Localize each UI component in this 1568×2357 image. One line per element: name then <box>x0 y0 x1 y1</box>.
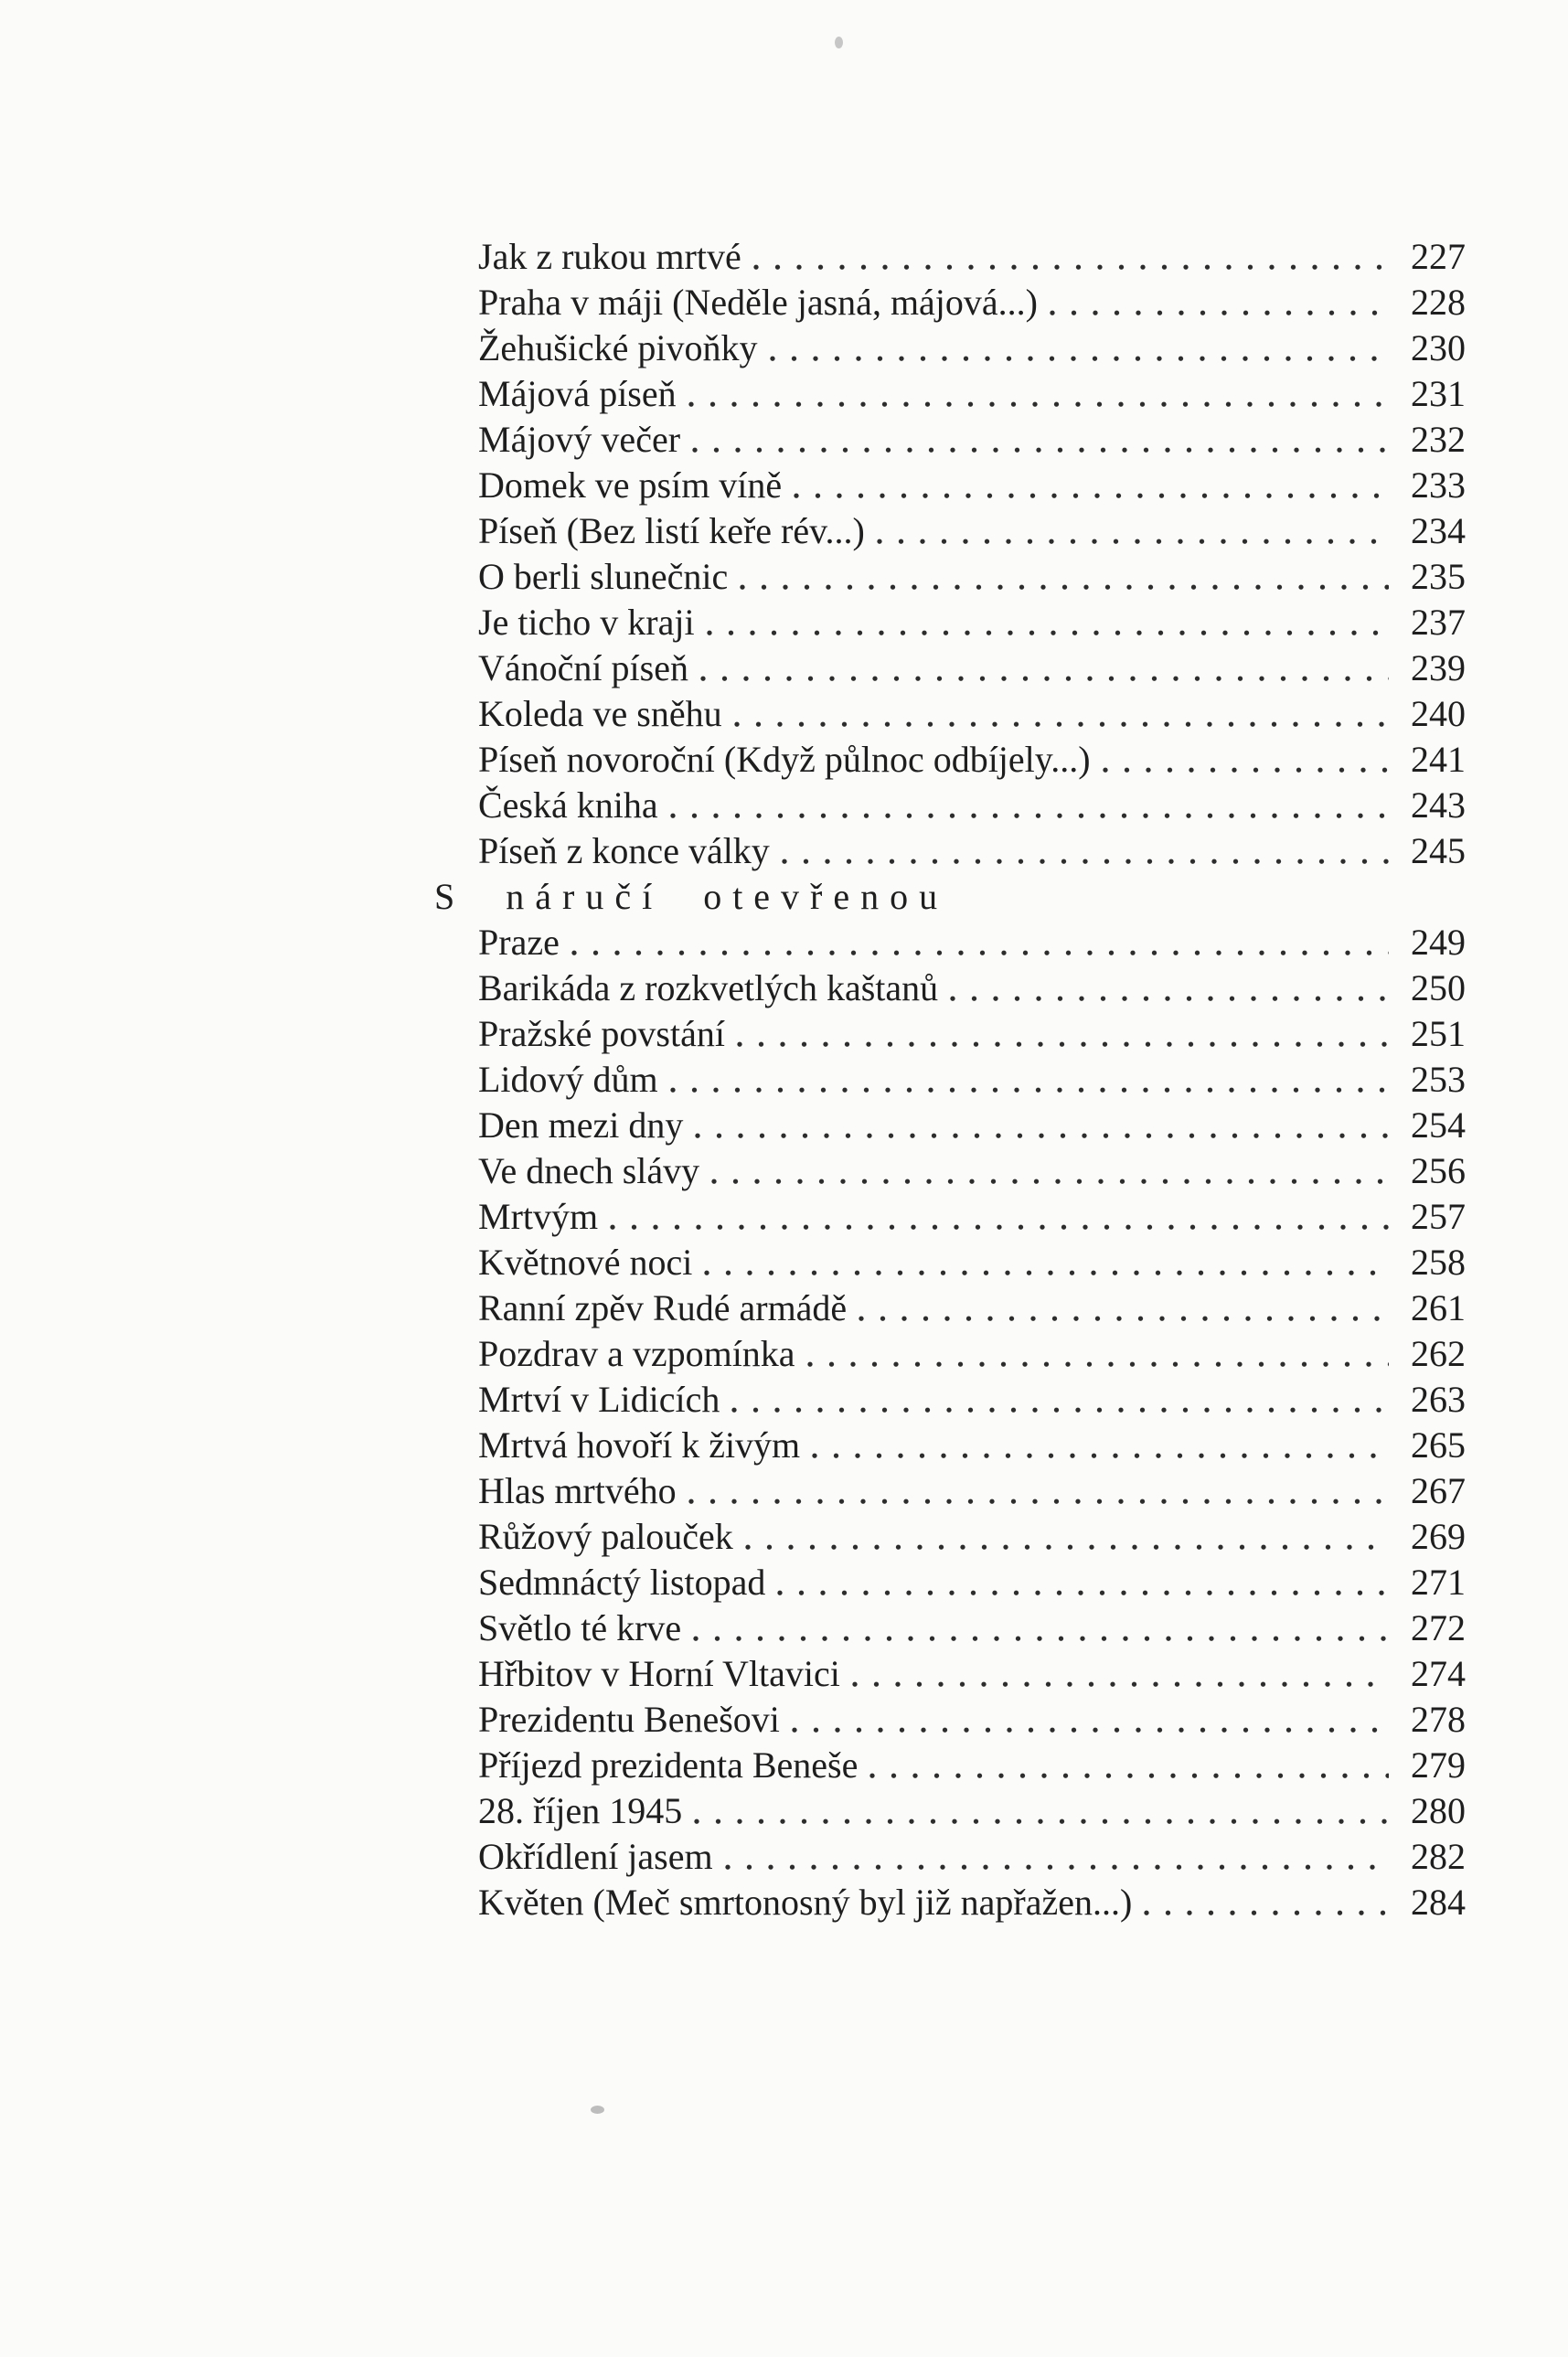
toc-entry <box>434 1560 1466 1605</box>
toc-entry <box>434 371 1466 417</box>
toc-entry <box>434 1285 1466 1331</box>
toc-entry <box>434 325 1466 371</box>
dot-leader <box>769 325 1390 371</box>
entry-title: Příjezd prezidenta Beneše <box>478 1744 859 1786</box>
entry-page-number: 250 <box>1411 967 1466 1008</box>
dot-leader <box>688 371 1389 417</box>
entry-title: Okřídlení jasem <box>478 1836 713 1877</box>
toc-entry <box>434 645 1466 691</box>
entry-title: Pozdrav a vzpomínka <box>478 1333 795 1374</box>
toc-entry <box>434 600 1466 645</box>
dot-leader <box>731 1377 1389 1423</box>
entry-title: Květen (Meč smrtonosný byl již napřažen...) <box>478 1882 1133 1923</box>
toc-entry <box>434 1514 1466 1560</box>
dot-leader <box>710 1148 1389 1194</box>
entry-title: Květnové noci <box>478 1242 693 1283</box>
entry-page-number: 233 <box>1411 464 1466 506</box>
entry-title: Světlo té krve <box>478 1607 682 1648</box>
dot-leader <box>791 1697 1389 1743</box>
entry-title: Píseň novoroční (Když půlnoc odbíjely...) <box>478 739 1091 780</box>
entry-page-number: 262 <box>1411 1333 1466 1374</box>
entry-title: Vánoční píseň <box>478 647 688 688</box>
entry-page-number: 237 <box>1411 602 1466 643</box>
entry-page-number: 240 <box>1411 693 1466 734</box>
entry-title: Mrtví v Lidicích <box>478 1379 720 1420</box>
entry-title: Barikáda z rozkvetlých kaštanů <box>478 967 939 1008</box>
entry-title: Růžový palouček <box>478 1516 733 1557</box>
dot-leader <box>669 783 1389 828</box>
dot-leader <box>1049 280 1389 325</box>
toc-entry <box>434 737 1466 783</box>
toc-entry <box>434 1194 1466 1240</box>
entry-page-number: 258 <box>1411 1242 1466 1283</box>
entry-title: Májový večer <box>478 419 681 460</box>
entry-title: Domek ve psím víně <box>478 464 783 506</box>
entry-title: Hřbitov v Horní Vltavici <box>478 1653 840 1694</box>
toc-entry <box>434 1697 1466 1743</box>
toc-entry <box>434 1788 1466 1834</box>
dot-leader <box>776 1560 1389 1605</box>
dot-leader <box>609 1194 1389 1240</box>
dot-leader <box>1143 1880 1389 1925</box>
dot-leader <box>949 965 1389 1011</box>
entry-title: Praha v máji (Neděle jasná, májová...) <box>478 282 1038 323</box>
entry-page-number: 232 <box>1411 419 1466 460</box>
dot-leader <box>851 1651 1389 1697</box>
dot-leader <box>752 234 1389 280</box>
entry-title: Česká kniha <box>478 784 658 826</box>
toc-entry <box>434 554 1466 600</box>
entry-page-number: 251 <box>1411 1013 1466 1054</box>
toc-entry <box>434 1331 1466 1377</box>
entry-title: Píseň (Bez listí keře rév...) <box>478 510 865 551</box>
toc-entry <box>434 280 1466 325</box>
dot-leader <box>869 1743 1389 1788</box>
dot-leader <box>691 417 1389 463</box>
entry-title: Je ticho v kraji <box>478 602 695 643</box>
entry-page-number: 231 <box>1411 373 1466 414</box>
dot-leader <box>669 1057 1389 1103</box>
entry-title: O berli slunečnic <box>478 556 729 597</box>
entry-page-number: 279 <box>1411 1744 1466 1786</box>
entry-page-number: 228 <box>1411 282 1466 323</box>
toc-entry <box>434 1651 1466 1697</box>
dot-leader <box>571 920 1389 965</box>
entry-title: Ve dnech slávy <box>478 1150 700 1191</box>
toc-entry <box>434 1423 1466 1468</box>
toc <box>434 234 1466 1925</box>
entry-page-number: 243 <box>1411 784 1466 826</box>
scan-speck <box>591 2106 604 2114</box>
toc-entry <box>434 1240 1466 1285</box>
entry-page-number: 271 <box>1411 1562 1466 1603</box>
dot-leader <box>781 828 1389 874</box>
toc-entry <box>434 1057 1466 1103</box>
entry-page-number: 278 <box>1411 1699 1466 1740</box>
entry-page-number: 256 <box>1411 1150 1466 1191</box>
dot-leader <box>1102 737 1389 783</box>
dot-leader <box>724 1834 1389 1880</box>
toc-entry <box>434 783 1466 828</box>
toc-entry <box>434 234 1466 280</box>
toc-entry <box>434 508 1466 554</box>
toc-entry <box>434 1834 1466 1880</box>
entry-title: Mrtvým <box>478 1196 599 1237</box>
toc-entry <box>434 1103 1466 1148</box>
toc-entry <box>434 417 1466 463</box>
entry-page-number: 234 <box>1411 510 1466 551</box>
toc-entry <box>434 1743 1466 1788</box>
entry-page-number: 241 <box>1411 739 1466 780</box>
dot-leader <box>733 691 1389 737</box>
entry-page-number: 267 <box>1411 1470 1466 1511</box>
toc-entry <box>434 691 1466 737</box>
toc-entry <box>434 463 1466 508</box>
entry-title: Májová píseň <box>478 373 677 414</box>
toc-entry <box>434 1377 1466 1423</box>
toc-entry <box>434 920 1466 965</box>
entry-page-number: 272 <box>1411 1607 1466 1648</box>
entry-page-number: 274 <box>1411 1653 1466 1694</box>
dot-leader <box>858 1285 1389 1331</box>
entry-title: Mrtvá hovoří k živým <box>478 1424 801 1466</box>
entry-page-number: 257 <box>1411 1196 1466 1237</box>
dot-leader <box>703 1240 1389 1285</box>
dot-leader <box>692 1605 1389 1651</box>
entry-page-number: 254 <box>1411 1104 1466 1146</box>
entry-page-number: 280 <box>1411 1790 1466 1831</box>
entry-title: Sedmnáctý listopad <box>478 1562 766 1603</box>
entry-title: Lidový dům <box>478 1059 658 1100</box>
entry-title: Den mezi dny <box>478 1104 684 1146</box>
toc-entry <box>434 965 1466 1011</box>
entry-page-number: 239 <box>1411 647 1466 688</box>
entry-title: Prezidentu Benešovi <box>478 1699 780 1740</box>
toc-entry <box>434 1468 1466 1514</box>
entry-page-number: 245 <box>1411 830 1466 871</box>
entry-title: Žehušické pivoňky <box>478 327 758 368</box>
entry-page-number: 282 <box>1411 1836 1466 1877</box>
dot-leader <box>736 1011 1389 1057</box>
entry-page-number: 284 <box>1411 1882 1466 1923</box>
toc-entry <box>434 828 1466 874</box>
entry-page-number: 230 <box>1411 327 1466 368</box>
section-heading: S náručí otevřenou <box>434 876 949 917</box>
dot-leader <box>876 508 1389 554</box>
entry-title: Koleda ve sněhu <box>478 693 722 734</box>
dot-leader <box>739 554 1389 600</box>
dot-leader <box>793 463 1389 508</box>
entry-title: Ranní zpěv Rudé armádě <box>478 1287 848 1328</box>
entry-page-number: 269 <box>1411 1516 1466 1557</box>
toc-entry <box>434 1880 1466 1925</box>
dot-leader <box>811 1423 1389 1468</box>
dot-leader <box>806 1331 1389 1377</box>
dot-leader <box>688 1468 1389 1514</box>
entry-page-number: 235 <box>1411 556 1466 597</box>
toc-entry <box>434 1148 1466 1194</box>
dot-leader <box>693 1788 1389 1834</box>
entry-title: Píseň z konce války <box>478 830 770 871</box>
entry-title: Pražské povstání <box>478 1013 725 1054</box>
scan-speck <box>835 37 843 48</box>
entry-page-number: 265 <box>1411 1424 1466 1466</box>
entry-title: Praze <box>478 922 560 963</box>
entry-page-number: 227 <box>1411 236 1466 277</box>
entry-title: Hlas mrtvého <box>478 1470 677 1511</box>
dot-leader <box>706 600 1389 645</box>
entry-page-number: 261 <box>1411 1287 1466 1328</box>
entry-page-number: 249 <box>1411 922 1466 963</box>
dot-leader <box>699 645 1389 691</box>
entry-title: Jak z rukou mrtvé <box>478 236 741 277</box>
entry-title: 28. říjen 1945 <box>478 1790 683 1831</box>
toc-entry <box>434 1605 1466 1651</box>
dot-leader <box>694 1103 1389 1148</box>
entry-page-number: 253 <box>1411 1059 1466 1100</box>
toc-entry <box>434 1011 1466 1057</box>
entry-page-number: 263 <box>1411 1379 1466 1420</box>
dot-leader <box>744 1514 1389 1560</box>
